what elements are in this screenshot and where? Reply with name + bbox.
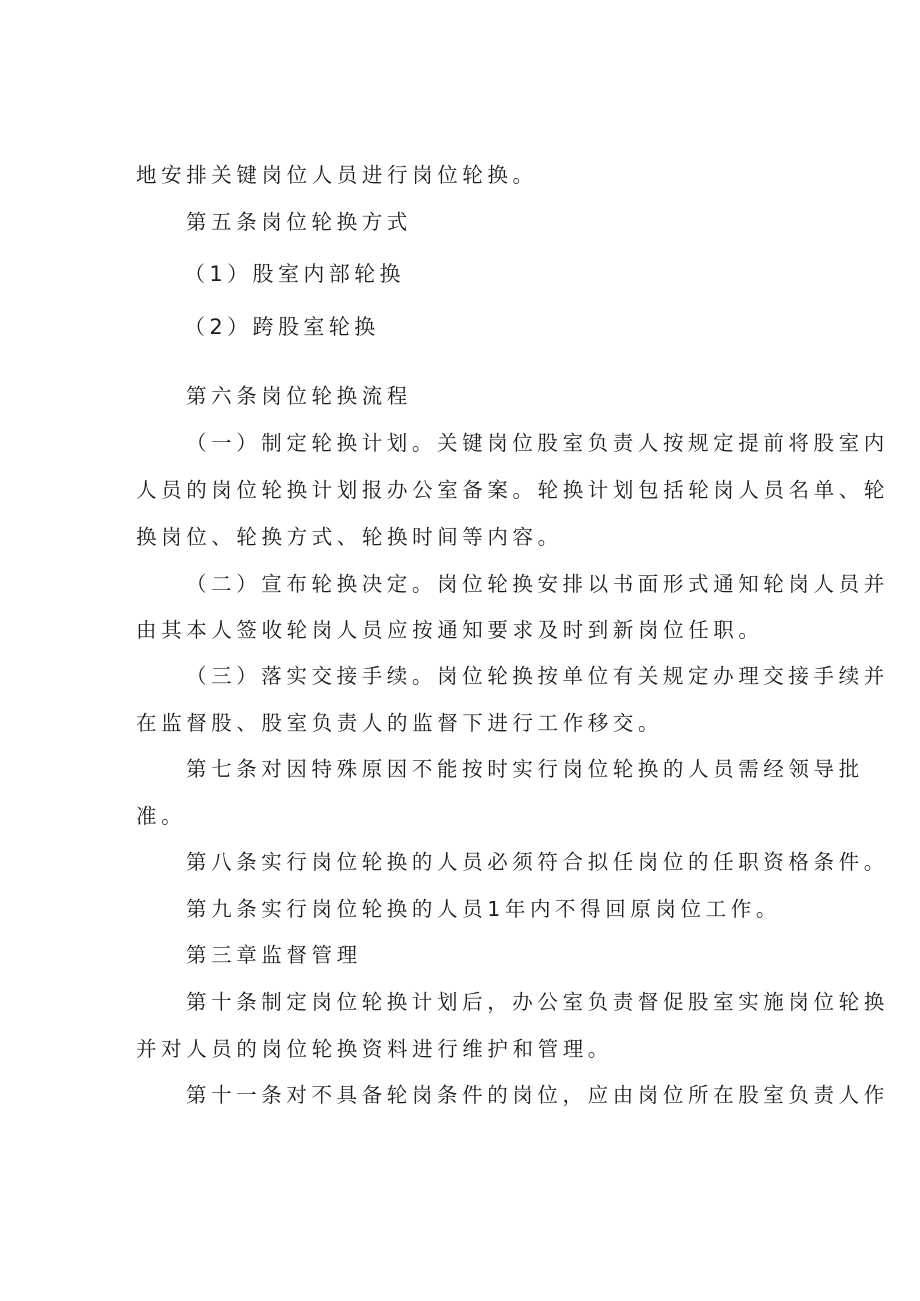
text-line: 第七条对因特殊原因不能按时实行岗位轮换的人员需经领导批: [186, 757, 864, 781]
text-line: 并对人员的岗位轮换资料进行维护和管理。: [136, 1037, 613, 1061]
text-line: （二）宣布轮换决定。岗位轮换安排以书面形式通知轮岗人员并: [186, 572, 889, 596]
text-line: 第十一条对不具备轮岗条件的岗位，应由岗位所在股室负责人作: [186, 1083, 889, 1107]
article-heading: 第六条岗位轮换流程: [186, 384, 412, 408]
text-line: 准。: [136, 804, 187, 828]
list-item: （1）股室内部轮换: [184, 262, 405, 286]
list-item: （2）跨股室轮换: [184, 315, 380, 339]
article-heading: 第五条岗位轮换方式: [186, 210, 412, 234]
text-line: 换岗位、轮换方式、轮换时间等内容。: [136, 525, 563, 549]
chapter-heading: 第三章监督管理: [186, 943, 362, 967]
text-line: 在监督股、股室负责人的监督下进行工作移交。: [136, 711, 664, 735]
text-line: 由其本人签收轮岗人员应按通知要求及时到新岗位任职。: [136, 618, 764, 642]
text-line: 第八条实行岗位轮换的人员必须符合拟任岗位的任职资格条件。: [186, 850, 889, 874]
text-line: 地安排关键岗位人员进行岗位轮换。: [136, 163, 538, 187]
text-line: （一）制定轮换计划。关键岗位股室负责人按规定提前将股室内: [186, 431, 889, 455]
text-line: 人员的岗位轮换计划报办公室备案。轮换计划包括轮岗人员名单、轮: [136, 478, 889, 502]
text-line: （三）落实交接手续。岗位轮换按单位有关规定办理交接手续并: [186, 664, 889, 688]
text-line: 第九条实行岗位轮换的人员1年内不得回原岗位工作。: [186, 897, 781, 921]
text-line: 第十条制定岗位轮换计划后，办公室负责督促股室实施岗位轮换: [186, 990, 889, 1014]
